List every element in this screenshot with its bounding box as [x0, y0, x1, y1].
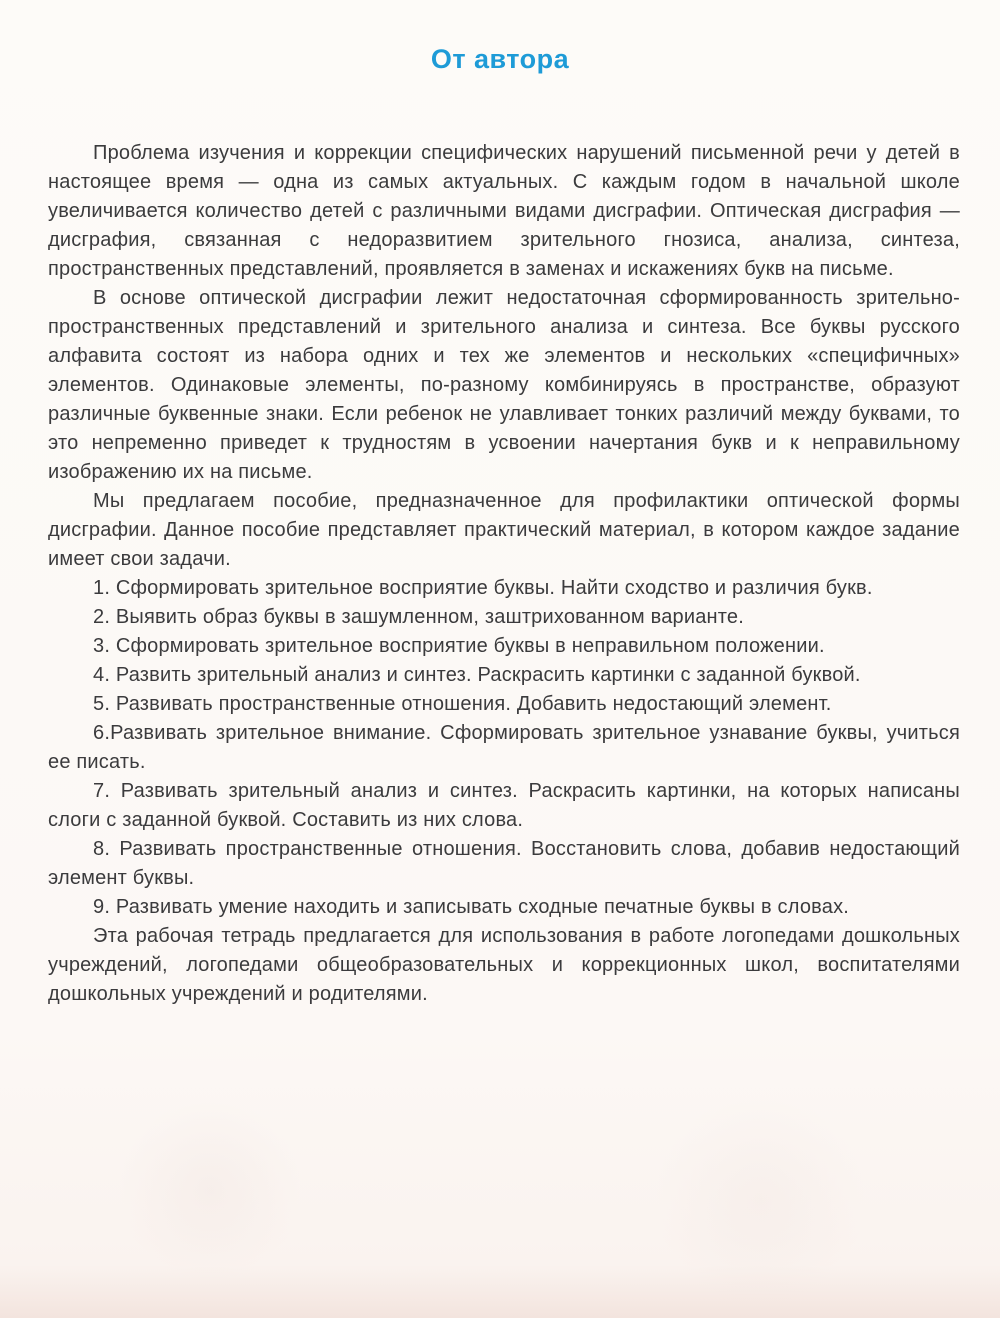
page-content	[0, 75, 1000, 1009]
paragraph-intro-2: В основе оптической дисграфии лежит недостаточная сформированность зрительно-пространственных представлений и зрительного анализа и синтеза. Все буквы русского алфавита состоят из набора одних и тех же элементов и нескольких «специфичных» элементов. Одинаковые элементы, по-разному комбинируясь в пространстве, образуют различные буквенные знаки. Если ребенок не улавливает тонких различий между буквами, то это непременно приведет к трудностям в усвоении начертания букв и к неправильному изображению их на письме.	[48, 287, 960, 483]
list-item-4: 4. Развить зрительный анализ и синтез. Раскрасить картинки с заданной буквой.	[93, 664, 861, 686]
page-title: От автора	[430, 44, 570, 74]
list-item-1: 1. Сформировать зрительное восприятие буквы. Найти сходство и различия букв.	[93, 577, 873, 599]
list-item-7: 7. Развивать зрительный анализ и синтез. Раскрасить картинки, на которых написаны слоги с заданной буквой. Составить из них слова.	[48, 780, 960, 831]
list-item-6: 6.Развивать зрительное внимание. Сформировать зрительное узнавание буквы, учиться ее писать.	[48, 722, 960, 773]
list-item-5: 5. Развивать пространственные отношения. Добавить недостающий элемент.	[93, 693, 832, 715]
paragraph-closing: Эта рабочая тетрадь предлагается для использования в работе логопедами дошкольных учреждений, логопедами общеобразовательных и коррекционных школ, воспитателями дошкольных учреждений и родителями.	[48, 925, 960, 1005]
list-item-9: 9. Развивать умение находить и записывать сходные печатные буквы в словах.	[93, 896, 850, 918]
list-item-2: 2. Выявить образ буквы в зашумленном, заштрихованном варианте.	[93, 606, 745, 628]
list-item-8: 8. Развивать пространственные отношения. Восстановить слова, добавив недостающий элемент буквы.	[48, 838, 960, 889]
paragraph-intro-1: Проблема изучения и коррекции специфических нарушений письменной речи у детей в настоящее время — одна из самых актуальных. С каждым годом в начальной школе увеличивается количество детей с различными видами дисграфии. Оптическая дисграфия — дисграфия, связанная с недоразвитием зрительного гнозиса, анализа, синтеза, пространственных представлений, проявляется в заменах и искажениях букв на письме.	[48, 142, 960, 280]
list-item-3: 3. Сформировать зрительное восприятие буквы в неправильном положении.	[93, 635, 825, 657]
paragraph-intro-3: Мы предлагаем пособие, предназначенное для профилактики оптической формы дисграфии. Данное пособие представляет практический материал, в котором каждое задание имеет свои задачи.	[48, 490, 960, 570]
